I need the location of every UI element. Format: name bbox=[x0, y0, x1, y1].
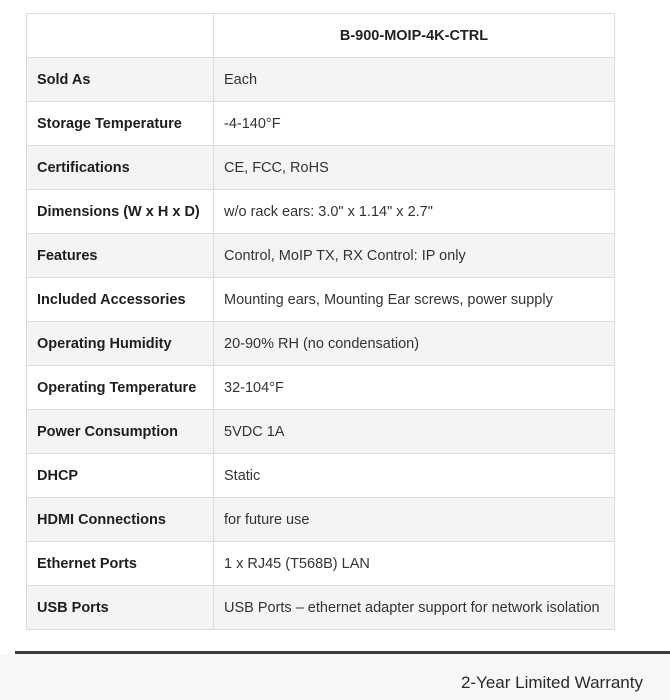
spec-value: Control, MoIP TX, RX Control: IP only bbox=[214, 234, 615, 278]
spec-label: Included Accessories bbox=[27, 278, 214, 322]
table-header-row bbox=[27, 14, 615, 58]
spec-value: 5VDC 1A bbox=[214, 410, 615, 454]
spec-label: Ethernet Ports bbox=[27, 542, 214, 586]
spec-label: Storage Temperature bbox=[27, 102, 214, 146]
warranty-tab[interactable]: 2-Year Limited Warranty bbox=[460, 673, 643, 692]
spec-label: DHCP bbox=[27, 454, 214, 498]
table-row bbox=[27, 410, 615, 454]
table-row bbox=[27, 322, 615, 366]
product-model-header: B-900-MOIP-4K-CTRL bbox=[214, 14, 615, 58]
spec-value: 20-90% RH (no condensation) bbox=[214, 322, 615, 366]
table-row bbox=[27, 234, 615, 278]
table-row bbox=[27, 278, 615, 322]
spec-value: CE, FCC, RoHS bbox=[214, 146, 615, 190]
table-row bbox=[27, 542, 615, 586]
spec-value: -4-140°F bbox=[214, 102, 615, 146]
spec-label: USB Ports bbox=[27, 586, 214, 630]
table-row bbox=[27, 190, 615, 234]
spec-label: Sold As bbox=[27, 58, 214, 102]
spec-value: w/o rack ears: 3.0" x 1.14" x 2.7" bbox=[214, 190, 615, 234]
spec-value: for future use bbox=[214, 498, 615, 542]
spec-label: Certifications bbox=[27, 146, 214, 190]
specifications-table bbox=[26, 13, 615, 630]
spec-label: Features bbox=[27, 234, 214, 278]
table-row bbox=[27, 58, 615, 102]
table-row bbox=[27, 146, 615, 190]
header-label-cell bbox=[27, 14, 214, 58]
spec-value: Each bbox=[214, 58, 615, 102]
table-row bbox=[27, 102, 615, 146]
spec-value: Static bbox=[214, 454, 615, 498]
spec-label: Power Consumption bbox=[27, 410, 214, 454]
table-row bbox=[27, 454, 615, 498]
spec-value: 1 x RJ45 (T568B) LAN bbox=[214, 542, 615, 586]
table-row bbox=[27, 586, 615, 630]
spec-label: HDMI Connections bbox=[27, 498, 214, 542]
spec-value: USB Ports – ethernet adapter support for network isolation bbox=[214, 586, 615, 630]
table-row bbox=[27, 498, 615, 542]
table-row bbox=[27, 366, 615, 410]
spec-value: Mounting ears, Mounting Ear screws, power supply bbox=[214, 278, 615, 322]
spec-label: Operating Humidity bbox=[27, 322, 214, 366]
spec-value: 32-104°F bbox=[214, 366, 615, 410]
spec-label: Operating Temperature bbox=[27, 366, 214, 410]
spec-label: Dimensions (W x H x D) bbox=[27, 190, 214, 234]
